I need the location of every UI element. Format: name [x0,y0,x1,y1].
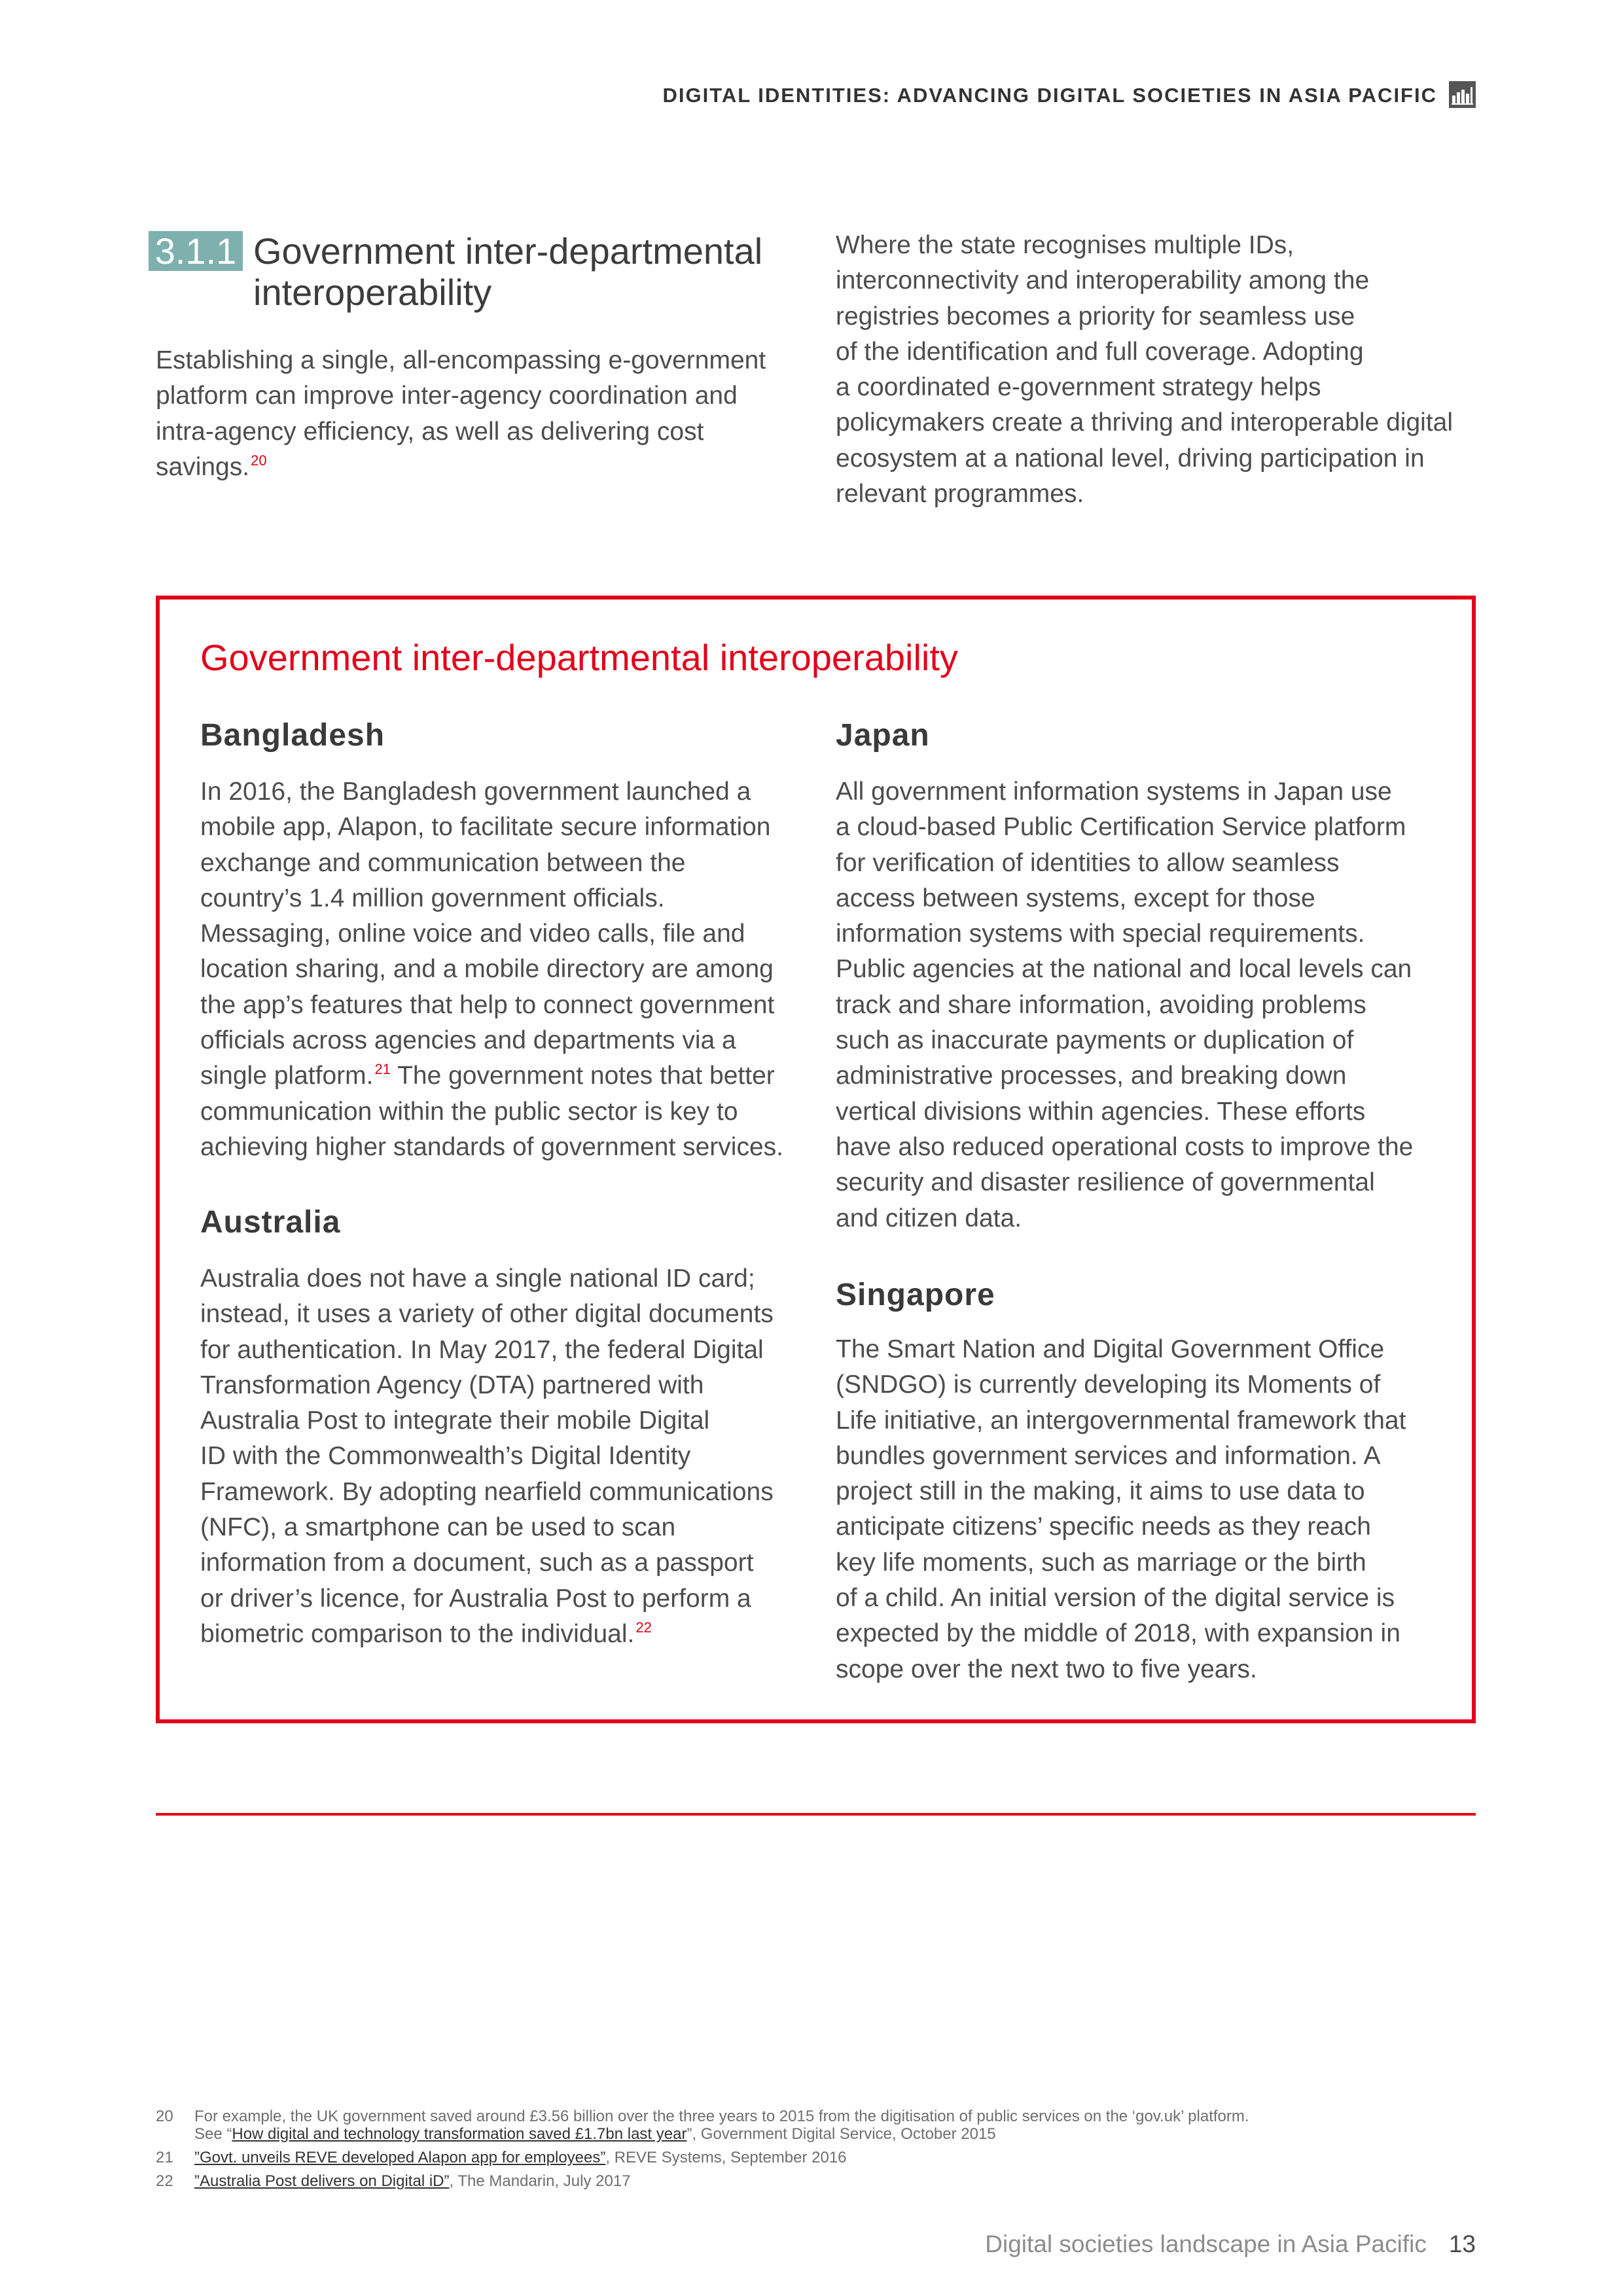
text-line: project still in the making, it aims to use data to [836,1477,1365,1506]
section-number-badge: 3.1.1 [149,231,243,271]
text-line: ID with the Commonwealth’s Digital Identity [200,1442,691,1471]
text-line: have also reduced operational costs to improve the [836,1132,1414,1161]
footnote-source-link[interactable]: ”Govt. unveils REVE developed Alapon app for employees” [194,2149,606,2166]
text-line: or driver’s licence, for Australia Post to perform a [200,1584,751,1613]
text-line: Messaging, online voice and video calls, file and [200,920,745,948]
footnote-source-link[interactable]: How digital and technology transformation saved £1.7bn last year [232,2125,687,2143]
text-line: a cloud-based Public Certification Service platform [836,813,1406,842]
text-line: (SNDGO) is currently developing its Moments of [836,1371,1381,1399]
text-line: relevant programmes. [836,480,1084,509]
text-line: Framework. By adopting nearfield communications [200,1477,774,1506]
text-line: Where the state recognises multiple IDs, [836,231,1294,259]
text-line: track and share information, avoiding problems [836,990,1366,1019]
text-line: Australia Post to integrate their mobile Digital [200,1407,710,1435]
text-line: for verification of identities to allow seamless [836,848,1340,877]
footnote-body [194,2172,631,2190]
footnote-reference: 21 [374,1061,391,1078]
footer-section-label: Digital societies landscape in Asia Pacific [985,2231,1427,2257]
text-line: Transformation Agency (DTA) partnered with [200,1371,704,1399]
section-title-line: Government inter-departmental [253,230,763,272]
text-line: information from a document, such as a passport [200,1549,754,1577]
text-line [200,1058,783,1094]
text-line: security and disaster resilience of governmental [836,1168,1375,1197]
text-line: Establishing a single, all-encompassing e-government [156,346,766,374]
case-heading-australia: Australia [200,1205,341,1240]
text-line: information systems with special requirements. [836,920,1365,948]
footnote-reference: 22 [635,1619,652,1636]
footnote-source-suffix: ”, Government Digital Service, October 2015 [687,2125,996,2143]
text-line: instead, it uses a variety of other digital documents [200,1300,774,1329]
text-line: policymakers create a thriving and interoperable digital [836,408,1454,437]
case-heading-singapore: Singapore [836,1278,995,1312]
running-title: DIGITAL IDENTITIES: ADVANCING DIGITAL SOCIETIES IN ASIA PACIFIC [662,84,1437,107]
text-segment: The government notes that better [390,1062,775,1090]
text-line: vertical divisions within agencies. These efforts [836,1097,1366,1126]
section-divider [156,1813,1476,1816]
report-logo-icon [1449,81,1476,108]
coordination-paragraph [836,228,1453,512]
text-line: and citizen data. [836,1204,1022,1232]
footnote-source-link[interactable]: ”Australia Post delivers on Digital iD” [194,2172,450,2190]
footnote-see-prefix: See “ [194,2125,232,2143]
text-line: registries becomes a priority for seamless use [836,302,1355,331]
text-segment: single platform. [200,1062,374,1090]
footnote-body [194,2108,1249,2143]
text-line: administrative processes, and breaking down [836,1062,1347,1090]
text-line: of a child. An initial version of the digital service is [836,1584,1395,1613]
text-segment: savings. [156,452,250,481]
text-line: for authentication. In May 2017, the federal Digital [200,1335,764,1364]
text-line: expected by the middle of 2018, with expansion in [836,1619,1400,1648]
text-line: of the identification and full coverage. Adopting [836,337,1364,366]
text-line: the app’s features that help to connect government [200,990,775,1019]
footnote-reference: 20 [251,452,267,469]
section-title-line: interoperability [253,272,492,313]
case-body-singapore [836,1332,1406,1687]
text-line: platform can improve inter-agency coordination and [156,382,738,410]
text-line: officials across agencies and departments via a [200,1026,736,1055]
text-line: The Smart Nation and Digital Government Office [836,1335,1385,1363]
text-line: exchange and communication between the [200,848,686,877]
footnote-number: 22 [156,2172,173,2190]
page-number: 13 [1448,2231,1476,2257]
case-heading-bangladesh: Bangladesh [200,718,385,753]
text-line: access between systems, except for those [836,884,1315,912]
text-line: mobile app, Alapon, to facilitate secure information [200,813,771,842]
case-body-bangladesh [200,774,783,1165]
text-line: interconnectivity and interoperability among the [836,266,1370,295]
text-line [200,1617,774,1652]
footnote-21 [156,2149,1476,2166]
text-line: In 2016, the Bangladesh government launched a [200,778,751,806]
footnote-number: 21 [156,2149,173,2166]
case-body-japan [836,774,1413,1236]
footnote-number: 20 [156,2108,173,2125]
footnote-source-suffix: , REVE Systems, September 2016 [605,2149,847,2166]
intro-paragraph [156,343,766,485]
footnote-22 [156,2172,1476,2190]
footnote-source-suffix: , The Mandarin, July 2017 [449,2172,631,2190]
text-line: communication within the public sector is key to [200,1097,738,1126]
text-line: Australia does not have a single national ID card; [200,1265,755,1293]
text-line: achieving higher standards of government services. [200,1132,783,1161]
text-line: a coordinated e-government strategy helps [836,373,1321,402]
text-line: All government information systems in Japan use [836,778,1392,806]
text-line: Public agencies at the national and local levels can [836,955,1412,984]
text-line: location sharing, and a mobile directory are among [200,955,774,984]
text-segment: biometric comparison to the individual. [200,1619,635,1648]
page-footer [985,2228,1476,2261]
text-line: key life moments, such as marriage or the birth [836,1548,1366,1577]
text-line: scope over the next two to five years. [836,1655,1257,1683]
text-line: intra-agency efficiency, as well as delivering cost [156,417,704,446]
footnotes [156,2108,1476,2196]
footnote-text: For example, the UK government saved around £3.56 billion over the three years to 2015 from the digitisation of public services on the ‘gov.uk’ platform. [194,2108,1249,2125]
text-line [156,450,766,485]
text-line: ecosystem at a national level, driving participation in [836,444,1425,473]
footnote-source-line [194,2125,1249,2143]
case-box-title: Government inter-departmental interoperability [200,637,958,678]
footnote-20 [156,2108,1476,2143]
text-line: Life initiative, an intergovernmental framework that [836,1406,1406,1435]
text-line: (NFC), a smartphone can be used to scan [200,1513,676,1542]
case-heading-japan: Japan [836,718,930,753]
section-title [253,230,762,313]
case-body-australia [200,1261,774,1652]
text-line: bundles government services and information. A [836,1441,1381,1470]
text-line: anticipate citizens’ specific needs as they reach [836,1513,1371,1541]
footnote-body [194,2149,847,2166]
case-study-box [156,596,1476,1723]
text-line: such as inaccurate payments or duplication of [836,1026,1354,1055]
text-line: country’s 1.4 million government officials. [200,884,665,912]
